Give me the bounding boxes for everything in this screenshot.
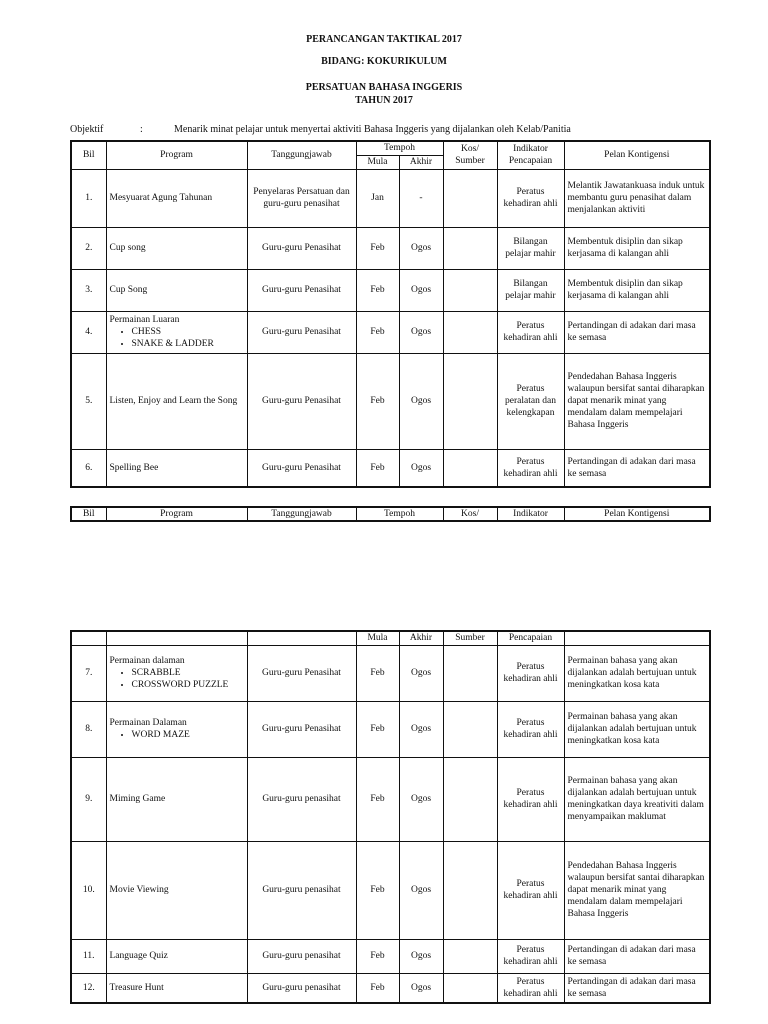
cell-program <box>106 757 247 841</box>
plan-table-header-strip <box>70 506 711 522</box>
objektif-text: Menarik minat pelajar untuk menyertai aktiviti Bahasa Inggeris yang dijalankan oleh Kelab/Panitia <box>174 124 571 135</box>
cell-tanggungjawab: Guru-guru penasihat <box>247 939 356 973</box>
header2-mula: Mula <box>356 631 399 645</box>
cell-mula: Jan <box>356 169 399 227</box>
cell-tanggungjawab: Guru-guru Penasihat <box>247 269 356 311</box>
cell-program <box>106 973 247 1003</box>
strip-tanggungjawab: Tanggungjawab <box>247 507 356 521</box>
cell-mula: Feb <box>356 311 399 353</box>
program-title: Permainan Luaran <box>109 315 180 325</box>
cell-pelan: Pendedahan Bahasa Inggeris walaupun bersifat santai diharapkan dapat menarik minat yang mendalam dalam mempelajari Bahasa Inggeris <box>564 353 710 449</box>
cell-pelan: Pendedahan Bahasa Inggeris walaupun bersifat santai diharapkan dapat menarik minat yang mendalam dalam mempelajari Bahasa Inggeris <box>564 841 710 939</box>
cell-akhir: - <box>399 169 443 227</box>
cell-akhir: Ogos <box>399 645 443 701</box>
cell-kos <box>443 227 497 269</box>
program-items <box>110 326 244 350</box>
cell-kos <box>443 449 497 487</box>
table-row <box>71 939 710 973</box>
cell-kos <box>443 701 497 757</box>
cell-indikator: Peratus kehadiran ahli <box>497 757 564 841</box>
cell-pelan: Permainan bahasa yang akan dijalankan adalah bertujuan untuk meningkatkan kosa kata <box>564 701 710 757</box>
cell-bil: 12. <box>71 973 106 1003</box>
header-indikator: Indikator Pencapaian <box>497 141 564 169</box>
header-tanggungjawab: Tanggungjawab <box>247 141 356 169</box>
cell-akhir: Ogos <box>399 449 443 487</box>
cell-kos <box>443 169 497 227</box>
table-row <box>71 227 710 269</box>
cell-bil: 10. <box>71 841 106 939</box>
cell-program <box>106 169 247 227</box>
program-item: • SCRABBLE <box>132 667 244 679</box>
cell-pelan: Permainan bahasa yang akan dijalankan adalah bertujuan untuk meningkatkan daya kreativiti dalam menyampaikan maklumat <box>564 757 710 841</box>
program-items <box>110 729 244 741</box>
cell-akhir: Ogos <box>399 757 443 841</box>
header2-sumber: Sumber <box>443 631 497 645</box>
cell-akhir: Ogos <box>399 841 443 939</box>
program-title: Listen, Enjoy and Learn the Song <box>109 396 238 406</box>
program-title: Movie Viewing <box>109 885 169 895</box>
cell-pelan: Pertandingan di adakan dari masa ke semasa <box>564 939 710 973</box>
cell-bil: 1. <box>71 169 106 227</box>
cell-mula: Feb <box>356 227 399 269</box>
header2-akhir: Akhir <box>399 631 443 645</box>
cell-akhir: Ogos <box>399 973 443 1003</box>
cell-pelan: Melantik Jawatankuasa induk untuk membantu guru penasihat dalam menjalankan aktiviti <box>564 169 710 227</box>
cell-mula: Feb <box>356 757 399 841</box>
cell-indikator: Bilangan pelajar mahir <box>497 269 564 311</box>
header2-tanggungjawab <box>247 631 356 645</box>
cell-program <box>106 353 247 449</box>
program-item: • CHESS <box>132 326 244 338</box>
cell-kos <box>443 973 497 1003</box>
header-mula: Mula <box>356 155 399 169</box>
strip-kos: Kos/ <box>443 507 497 521</box>
table-row <box>71 169 710 227</box>
cell-bil: 5. <box>71 353 106 449</box>
doc-title: PERANCANGAN TAKTIKAL 2017 <box>306 34 462 45</box>
cell-mula: Feb <box>356 701 399 757</box>
cell-kos <box>443 841 497 939</box>
program-title: Permainan Dalaman <box>109 718 187 728</box>
program-title: Permainan dalaman <box>109 656 185 666</box>
cell-bil: 2. <box>71 227 106 269</box>
cell-tanggungjawab: Guru-guru Penasihat <box>247 701 356 757</box>
cell-tanggungjawab: Penyelaras Persatuan dan guru-guru penasihat <box>247 169 356 227</box>
table-row <box>71 645 710 701</box>
cell-bil: 8. <box>71 701 106 757</box>
cell-program <box>106 939 247 973</box>
cell-program <box>106 841 247 939</box>
program-title: Cup Song <box>109 285 148 295</box>
cell-indikator: Peratus kehadiran ahli <box>497 973 564 1003</box>
header-program: Program <box>106 141 247 169</box>
table-row <box>71 311 710 353</box>
header-pelan: Pelan Kontigensi <box>564 141 710 169</box>
cell-akhir: Ogos <box>399 311 443 353</box>
cell-kos <box>443 939 497 973</box>
cell-mula: Feb <box>356 939 399 973</box>
objektif-colon: : <box>140 124 143 135</box>
doc-bidang: BIDANG: KOKURIKULUM <box>321 56 447 67</box>
cell-akhir: Ogos <box>399 939 443 973</box>
cell-kos <box>443 353 497 449</box>
header-akhir: Akhir <box>399 155 443 169</box>
strip-pelan: Pelan Kontigensi <box>564 507 710 521</box>
objektif-label: Objektif <box>70 124 104 135</box>
header-bil: Bil <box>71 141 106 169</box>
cell-akhir: Ogos <box>399 701 443 757</box>
doc-tahun: TAHUN 2017 <box>355 95 413 106</box>
cell-akhir: Ogos <box>399 269 443 311</box>
cell-indikator: Peratus kehadiran ahli <box>497 449 564 487</box>
cell-indikator: Peratus kehadiran ahli <box>497 701 564 757</box>
objektif-line <box>70 124 571 135</box>
cell-mula: Feb <box>356 973 399 1003</box>
header-tempoh: Tempoh <box>356 141 443 155</box>
header2-pencapaian: Pencapaian <box>497 631 564 645</box>
cell-tanggungjawab: Guru-guru Penasihat <box>247 645 356 701</box>
cell-indikator: Bilangan pelajar mahir <box>497 227 564 269</box>
cell-program <box>106 701 247 757</box>
table-row <box>71 701 710 757</box>
cell-mula: Feb <box>356 449 399 487</box>
program-title: Spelling Bee <box>109 462 159 473</box>
cell-mula: Feb <box>356 841 399 939</box>
cell-tanggungjawab: Guru-guru Penasihat <box>247 449 356 487</box>
cell-indikator: Peratus peralatan dan kelengkapan <box>497 353 564 449</box>
cell-tanggungjawab: Guru-guru Penasihat <box>247 311 356 353</box>
doc-persatuan: PERSATUAN BAHASA INGGERIS <box>305 82 463 93</box>
strip-indikator: Indikator <box>497 507 564 521</box>
cell-mula: Feb <box>356 269 399 311</box>
cell-pelan: Pertandingan di adakan dari masa ke semasa <box>564 973 710 1003</box>
program-title: Treasure Hunt <box>109 982 164 993</box>
cell-program <box>106 269 247 311</box>
table-row <box>71 449 710 487</box>
cell-pelan: Permainan bahasa yang akan dijalankan adalah bertujuan untuk meningkatkan kosa kata <box>564 645 710 701</box>
cell-mula: Feb <box>356 353 399 449</box>
table-row <box>71 841 710 939</box>
cell-kos <box>443 311 497 353</box>
cell-akhir: Ogos <box>399 353 443 449</box>
cell-bil: 6. <box>71 449 106 487</box>
cell-mula: Feb <box>356 645 399 701</box>
table-row <box>71 353 710 449</box>
cell-akhir: Ogos <box>399 227 443 269</box>
cell-bil: 9. <box>71 757 106 841</box>
header2-pelan <box>564 631 710 645</box>
program-title: Miming Game <box>109 794 166 804</box>
cell-indikator: Peratus kehadiran ahli <box>497 939 564 973</box>
cell-indikator: Peratus kehadiran ahli <box>497 311 564 353</box>
cell-pelan: Pertandingan di adakan dari masa ke semasa <box>564 449 710 487</box>
plan-table-page2 <box>70 630 711 1004</box>
program-title: Mesyuarat Agung Tahunan <box>109 193 213 203</box>
program-title: Language Quiz <box>109 951 168 961</box>
table-row <box>71 973 710 1003</box>
cell-tanggungjawab: Guru-guru penasihat <box>247 973 356 1003</box>
plan-table-page1 <box>70 140 711 488</box>
table-row <box>71 757 710 841</box>
cell-indikator: Peratus kehadiran ahli <box>497 169 564 227</box>
header-kos-sumber: Kos/ Sumber <box>443 141 497 169</box>
cell-program <box>106 449 247 487</box>
cell-tanggungjawab: Guru-guru Penasihat <box>247 227 356 269</box>
table-row <box>71 269 710 311</box>
cell-program <box>106 645 247 701</box>
cell-pelan: Membentuk disiplin dan sikap kerjasama di kalangan ahli <box>564 269 710 311</box>
cell-bil: 7. <box>71 645 106 701</box>
header2-program <box>106 631 247 645</box>
cell-pelan: Pertandingan di adakan dari masa ke semasa <box>564 311 710 353</box>
program-items <box>110 667 244 691</box>
program-item: • WORD MAZE <box>132 729 244 741</box>
cell-tanggungjawab: Guru-guru Penasihat <box>247 353 356 449</box>
header2-bil <box>71 631 106 645</box>
cell-program <box>106 311 247 353</box>
cell-tanggungjawab: Guru-guru penasihat <box>247 841 356 939</box>
cell-kos <box>443 645 497 701</box>
strip-tempoh: Tempoh <box>356 507 443 521</box>
cell-indikator: Peratus kehadiran ahli <box>497 645 564 701</box>
strip-program: Program <box>106 507 247 521</box>
cell-program <box>106 227 247 269</box>
cell-bil: 11. <box>71 939 106 973</box>
cell-pelan: Membentuk disiplin dan sikap kerjasama di kalangan ahli <box>564 227 710 269</box>
program-item: • CROSSWORD PUZZLE <box>132 679 244 691</box>
cell-kos <box>443 757 497 841</box>
cell-indikator: Peratus kehadiran ahli <box>497 841 564 939</box>
cell-tanggungjawab: Guru-guru penasihat <box>247 757 356 841</box>
cell-bil: 4. <box>71 311 106 353</box>
program-item: • SNAKE & LADDER <box>132 338 244 350</box>
program-title: Cup song <box>109 243 146 253</box>
cell-bil: 3. <box>71 269 106 311</box>
cell-kos <box>443 269 497 311</box>
strip-bil: Bil <box>71 507 106 521</box>
